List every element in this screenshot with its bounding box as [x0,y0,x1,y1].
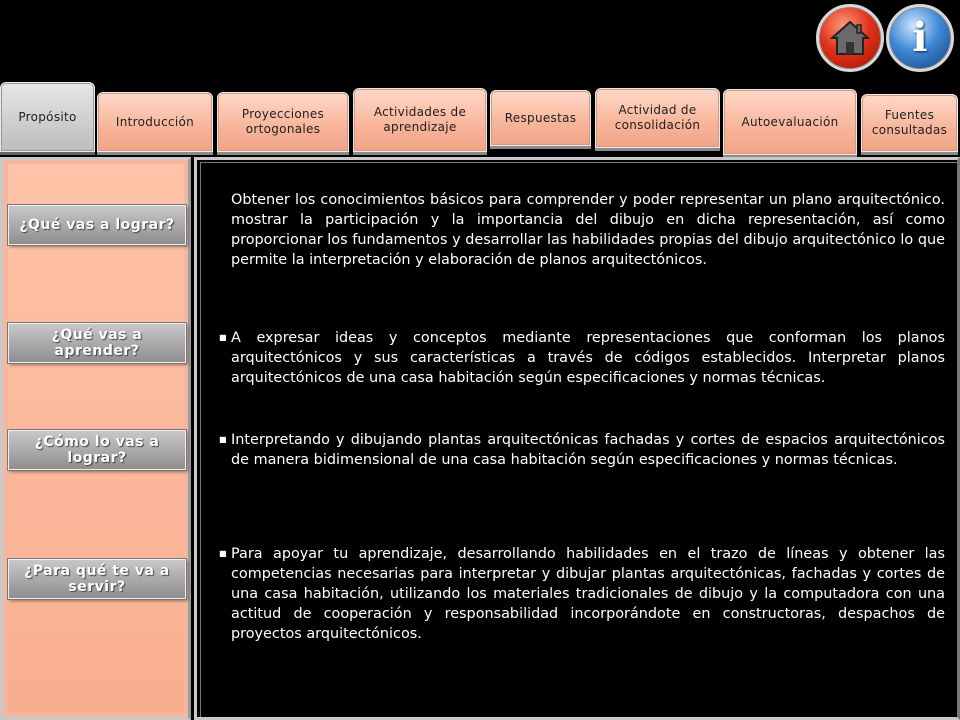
content-panel [194,157,960,720]
tab-introduccion[interactable] [97,92,213,152]
tab-label: Autoevaluación [741,114,839,129]
que-vas-a-lograr-button[interactable] [8,205,186,245]
tab-label: Actividad de consolidación [614,103,701,132]
para-que-te-va-a-servir-button[interactable] [8,559,186,599]
paragraph-text: A expresar ideas y conceptos mediante representaciones que conforman los planos arquitectónicos y sus características a través de códigos establecidos. Interpretar planos arquitectónicos de una casa habitación según especificaciones y normas técnicas. [231,330,945,386]
tab-label: Respuestas [504,110,577,125]
paragraph-para-que-te-va-a-servir [219,544,945,644]
sidebar-button-label: ¿Qué vas a aprender? [51,327,143,359]
tab-label: Propósito [18,109,77,124]
tab-proyecciones-ortogonales[interactable] [217,92,349,152]
tab-respuestas[interactable] [490,90,591,146]
tab-label: Fuentes consultadas [871,108,948,137]
paragraph-que-vas-a-aprender [219,328,945,388]
bullet-icon: ■ [219,549,227,558]
paragraph-text: Para apoyar tu aprendizaje, desarrollando habilidades en el trazo de líneas y obtener las competencias necesarias para interpretar y dibujar plantas arquitectónicas, fachadas y cortes de una casa habitación, utilizando los materiales tradicionales de dibujo y la computadora con una actitud de cooperación y responsabilidad incorporándote en constructoras, despachos de proyectos arquitectónicos. [231,546,945,642]
paragraph-como-lo-vas-a-lograr [219,430,945,470]
como-lo-vas-a-lograr-button[interactable] [8,430,186,470]
info-button[interactable] [886,4,954,72]
tab-actividades-de-aprendizaje[interactable] [353,88,487,152]
tab-proposito[interactable] [0,82,95,152]
paragraph-que-vas-a-lograr: Obtener los conocimientos básicos para comprender y poder representar un plano arquitectónico. mostrar la participación y la importancia del dibujo en dicha representación, así como proporcionar los fundamentos y desarrollar las habilidades propias del dibujo arquitectónico lo que permite la interpretación y elaboración de planos arquitectónicos. [231,192,945,268]
paragraph-text: Interpretando y dibujando plantas arquitectónicas fachadas y cortes de espacios arquitectónicos de manera bidimensional de una casa habitación según especificaciones y normas técnicas. [231,432,945,468]
tab-actividad-de-consolidacion[interactable] [595,88,720,148]
sidebar-button-label: ¿Para qué te va a servir? [24,563,170,595]
tab-autoevaluacion[interactable] [723,89,857,155]
tab-label: Introducción [115,114,195,129]
tab-label: Actividades de aprendizaje [373,105,467,134]
bullet-icon: ■ [219,333,227,342]
que-vas-a-aprender-button[interactable] [8,323,186,363]
sidebar-button-label: ¿Cómo lo vas a lograr? [34,434,160,466]
bullet-icon: ■ [219,435,227,444]
home-button[interactable] [816,4,884,72]
tab-label: Proyecciones ortogonales [241,107,325,136]
tab-fuentes-consultadas[interactable] [861,94,958,152]
home-icon [830,20,870,56]
info-icon: i [912,14,928,61]
sidebar-button-label: ¿Qué vas a lograr? [19,217,175,233]
